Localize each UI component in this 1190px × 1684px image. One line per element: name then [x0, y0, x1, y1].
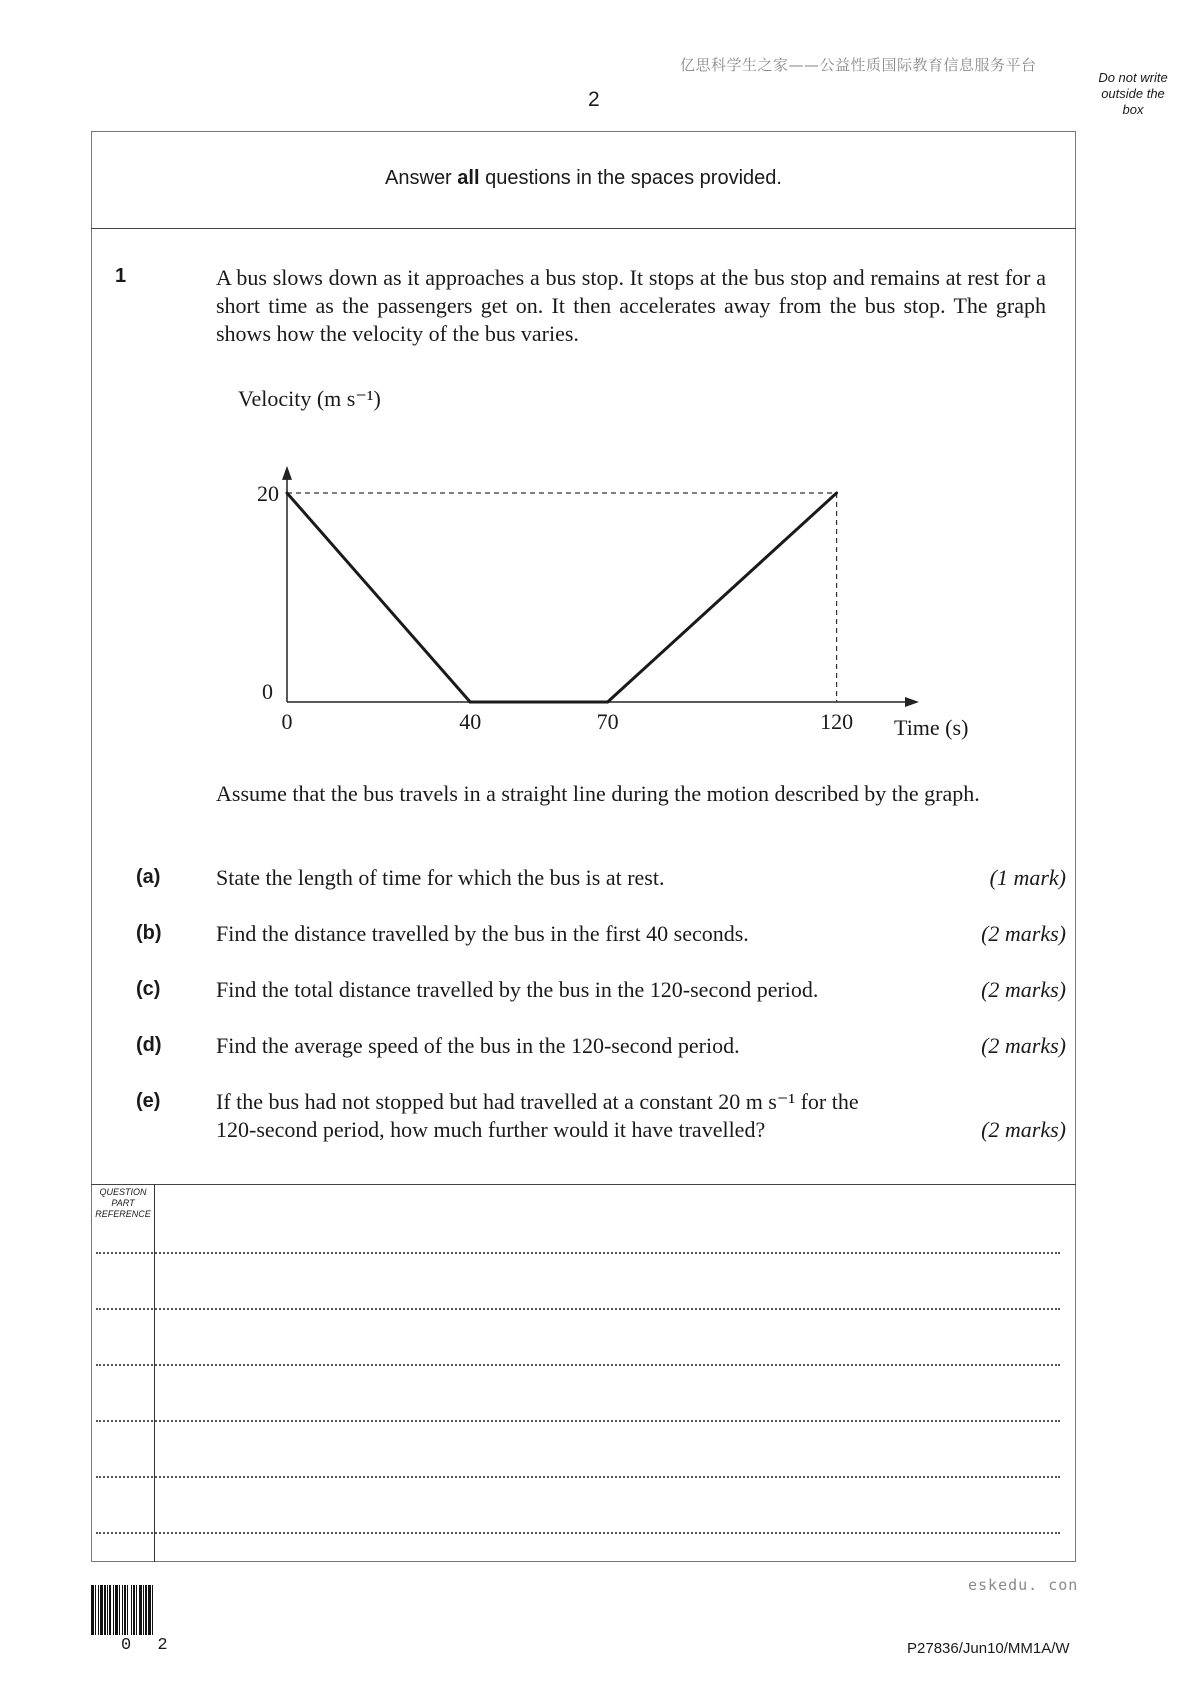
- margin-note-line: outside the: [1101, 86, 1165, 101]
- part-label-a: (a): [136, 866, 161, 888]
- instruction-row: [91, 131, 1076, 229]
- part-label-c: (c): [136, 978, 161, 1000]
- x-axis-arrow-icon: [905, 697, 919, 707]
- x-tick-label: 0: [281, 709, 293, 734]
- instruction-text: [91, 167, 1076, 190]
- barcode-bar: [104, 1585, 106, 1635]
- part-text-c: Find the total distance travelled by the bus in the 120-second period.: [216, 977, 819, 1002]
- barcode-bar: [133, 1585, 135, 1635]
- barcode-bar: [136, 1585, 137, 1635]
- reference-header-line: PART: [111, 1198, 135, 1208]
- series-line-segment: [287, 493, 470, 702]
- watermark-bottom: eskedu. con: [968, 1576, 1079, 1594]
- barcode-bar: [124, 1585, 126, 1635]
- answer-line[interactable]: [96, 1308, 1060, 1310]
- answer-line[interactable]: [96, 1476, 1060, 1478]
- answer-line[interactable]: [96, 1364, 1060, 1366]
- answer-line[interactable]: [96, 1252, 1060, 1254]
- reference-header-line: REFERENCE: [95, 1209, 151, 1219]
- question-intro: A bus slows down as it approaches a bus stop. It stops at the bus stop and remains at rest for a short time as the passengers get on. It then accelerates away from the bus stop. The graph shows how the velocity of the bus varies.: [216, 265, 1046, 346]
- margin-note-line: Do not write: [1098, 70, 1168, 85]
- barcode-bar: [131, 1585, 132, 1635]
- barcode-bar: [122, 1585, 123, 1635]
- barcode-bar: [145, 1585, 147, 1635]
- response-area: [91, 1184, 1076, 1562]
- part-text-a: State the length of time for which the bus is at rest.: [216, 865, 665, 890]
- instruction-bold: all: [457, 167, 480, 189]
- question-part-reference-header: [91, 1187, 155, 1220]
- x-tick-label: 70: [596, 709, 619, 734]
- instruction-after: questions in the spaces provided.: [479, 167, 782, 189]
- question-assumption: Assume that the bus travels in a straight line during the motion described by the graph.: [216, 781, 980, 806]
- part-marks-e: (2 marks): [981, 1117, 1066, 1142]
- part-marks-a: (1 mark): [989, 865, 1066, 890]
- barcode-bar: [119, 1585, 120, 1635]
- margin-note-line: box: [1122, 102, 1144, 117]
- barcode-bar: [113, 1585, 114, 1635]
- answer-line[interactable]: [96, 1420, 1060, 1422]
- barcode-bar: [91, 1585, 94, 1635]
- y-tick-label: 0: [262, 679, 273, 704]
- watermark-top: 亿思科学生之家——公益性质国际教育信息服务平台: [680, 56, 1037, 74]
- barcode-bar: [95, 1585, 96, 1635]
- page-number: 2: [588, 88, 600, 111]
- answer-line[interactable]: [96, 1532, 1060, 1534]
- question-number: 1: [115, 265, 127, 287]
- barcode-bar: [98, 1585, 99, 1635]
- barcode-bar: [143, 1585, 144, 1635]
- barcode-bar: [139, 1585, 142, 1635]
- reference-column-divider: [154, 1184, 155, 1562]
- x-tick-label: 40: [459, 709, 482, 734]
- barcode-icon: [91, 1585, 193, 1635]
- part-text-e-line1: If the bus had not stopped but had travelled at a constant 20 m s⁻¹ for the: [216, 1089, 859, 1114]
- barcode-page-label: 0 2: [121, 1636, 176, 1655]
- x-tick-label: 120: [820, 709, 854, 734]
- x-axis-label: Time (s): [894, 715, 969, 740]
- barcode-bar: [107, 1585, 108, 1635]
- part-marks-b: (2 marks): [981, 921, 1066, 946]
- series-line-segment: [608, 493, 837, 702]
- part-marks-d: (2 marks): [981, 1033, 1066, 1058]
- part-label-b: (b): [136, 922, 162, 944]
- barcode-bar: [127, 1585, 128, 1635]
- y-axis-label: Velocity (m s⁻¹): [238, 386, 381, 411]
- paper-code: P27836/Jun10/MM1A/W: [907, 1640, 1070, 1657]
- part-text-d: Find the average speed of the bus in the 120-second period.: [216, 1033, 740, 1058]
- reference-header-line: QUESTION: [99, 1187, 147, 1197]
- barcode-bar: [100, 1585, 103, 1635]
- margin-note: [1088, 70, 1178, 118]
- part-text-e-line2: 120-second period, how much further would it have travelled?: [216, 1117, 766, 1142]
- part-label-d: (d): [136, 1034, 162, 1056]
- barcode-bar: [109, 1585, 111, 1635]
- part-marks-c: (2 marks): [981, 977, 1066, 1002]
- velocity-time-graph: [220, 370, 1000, 750]
- barcode-bar: [148, 1585, 151, 1635]
- instruction-before: Answer: [385, 167, 458, 189]
- part-text-b: Find the distance travelled by the bus in the first 40 seconds.: [216, 921, 749, 946]
- y-tick-label: 20: [257, 481, 279, 506]
- barcode-bar: [152, 1585, 153, 1635]
- part-label-e: (e): [136, 1090, 161, 1112]
- y-axis-arrow-icon: [282, 466, 292, 480]
- barcode-bar: [115, 1585, 118, 1635]
